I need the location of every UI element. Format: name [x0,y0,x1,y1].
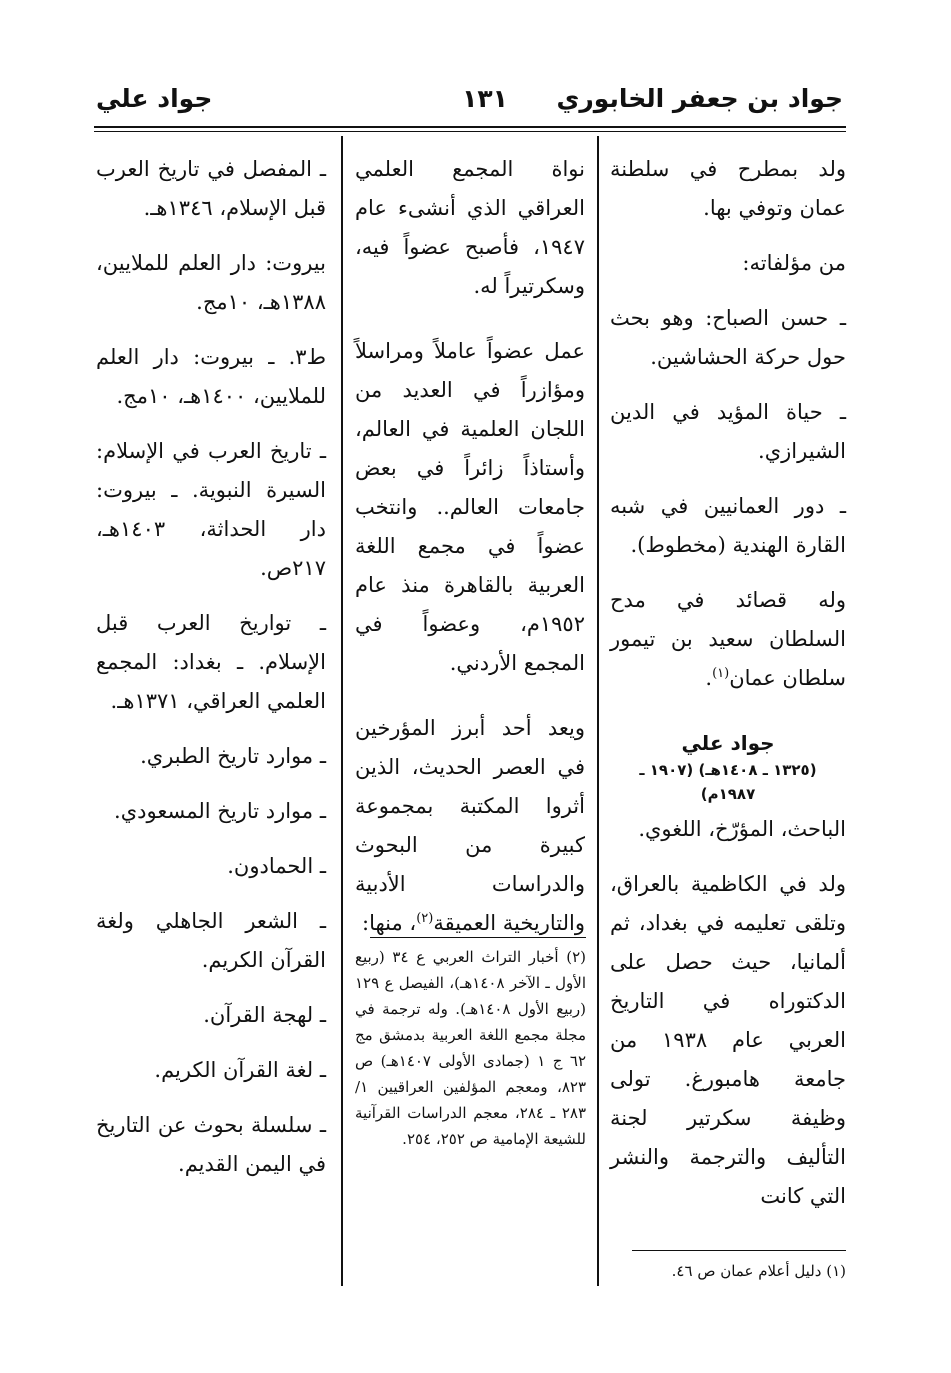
running-head-left: جواد علي [96,84,213,113]
entry-title: جواد علي [681,731,775,755]
paragraph: نواة المجمع العلمي العراقي الذي أنشىء عام ١٩٤٧، فأصبح عضواً فيه، وسكرتيراً له. [355,157,585,298]
column-left [96,150,326,1200]
footnote: (١) دليل أعلام عمان ص ٤٦. [671,1262,846,1280]
page-number: ١٣١ [462,84,508,113]
paragraph: الباحث، المؤرّخ، اللغوي. [638,817,846,841]
footnote-rule [632,1250,846,1251]
paragraph-text: وله قصائد في مدح السلطان سعيد بن تيمور سلطان عمان [610,588,846,690]
paragraph: ولد بمطرح في سلطنة عمان وتوفي بها. [610,157,846,220]
list-item: ـ الشعر الجاهلي ولغة القرآن الكريم. [96,909,326,972]
entry-dates: (١٣٢٥ ـ ١٤٠٨هـ) (١٩٠٧ ـ ١٩٨٧م) [639,761,817,803]
paragraph: ولد في الكاظمية بالعراق، وتلقى تعليمه في بغداد، ثم ألمانيا، حيث حصل على الدكتوراه في التاريخ العربي عام ١٩٣٨ من جامعة هامبورغ. تولى وظيفة سكرتير لجنة التأليف والترجمة والنشر التي كانت [610,872,846,1208]
column-middle [355,150,585,959]
paragraph: بيروت: دار العلم للملايين، ١٣٨٨هـ، ١٠مج. [96,251,326,314]
list-item: ـ دور العمانيين في شبه القارة الهندية (مخطوط). [610,494,846,557]
paragraph-end: ، منها: [362,911,417,935]
running-head-right: جواد بن جعفر الخابوري [556,84,843,113]
list-item: ـ تاريخ العرب في الإسلام: السيرة النبوية. ـ بيروت: دار الحداثة، ١٤٠٣هـ، ٢١٧ص. [96,439,326,580]
list-item: ـ حسن الصباح: وهو بحث حول حركة الحشاشين. [610,306,846,369]
header-rule-thin [94,131,846,132]
list-item: ـ المفصل في تاريخ العرب قبل الإسلام، ١٣٤٦هـ. [96,157,326,220]
list-item: ـ الحمادون. [227,854,326,878]
footnote: (٢) أخبار التراث العربي ع ٣٤ (ربيع الأول ـ الآخر ١٤٠٨هـ)، الفيصل ع ١٢٩ (ربيع الأول ١٤٠٨هـ). وله ترجمة في مجلة مجمع اللغة العربية بدمشق مج ٦٢ ج ١ (جمادى الأولى ١٤٠٧هـ) ص ٨٢٣، ومعجم المؤلفين العراقيين ١/ ٢٨٣ ـ ٢٨٤، معجم الدراسات القرآنية للشيعة الإمامية ص ٢٥٢، ٢٥٤. [355,948,587,1148]
paragraph: عمل عضواً عاملاً ومراسلاً ومؤازراً في العديد من اللجان العلمية في العالم، وأستاذاً زائراً في بعض جامعات العالم.. وانتخب عضواً في مجمع اللغة العربية بالقاهرة منذ عام ١٩٥٢م، وعضواً في المجمع الأردني. [355,339,585,675]
footnote-rule [370,937,586,938]
column-divider-left [341,136,343,1286]
footnote-ref: (١) [712,666,730,681]
list-item: ـ موارد تاريخ الطبري. [140,744,326,768]
header-rule [94,126,846,128]
column-right [610,150,846,1232]
list-item: ـ لهجة القرآن. [203,1003,326,1027]
paragraph-end: . [705,666,713,690]
list-item: ـ سلسلة بحوث عن التاريخ في اليمن القديم. [96,1113,326,1176]
list-item: ـ موارد تاريخ المسعودي. [114,799,326,823]
list-item: ـ تواريخ العرب قبل الإسلام. ـ بغداد: المجمع العلمي العراقي، ١٣٧١هـ. [96,611,326,713]
paragraph [610,581,846,698]
list-item: ـ حياة المؤيد في الدين الشيرازي. [610,400,846,463]
paragraph: ط٣. ـ بيروت: دار العلم للملايين، ١٤٠٠هـ، ١٠مج. [96,345,326,408]
paragraph [355,709,585,943]
paragraph: من مؤلفاته: [742,251,846,275]
footnote-ref: (٢) [416,911,434,926]
column-divider-right [597,136,599,1286]
list-item: ـ لغة القرآن الكريم. [154,1058,326,1082]
paragraph-text: ويعد أحد أبرز المؤرخين في العصر الحديث، الذين أثروا المكتبة بمجموعة كبيرة من البحوث والدراسات الأدبية والتاريخية العميقة [355,716,585,935]
